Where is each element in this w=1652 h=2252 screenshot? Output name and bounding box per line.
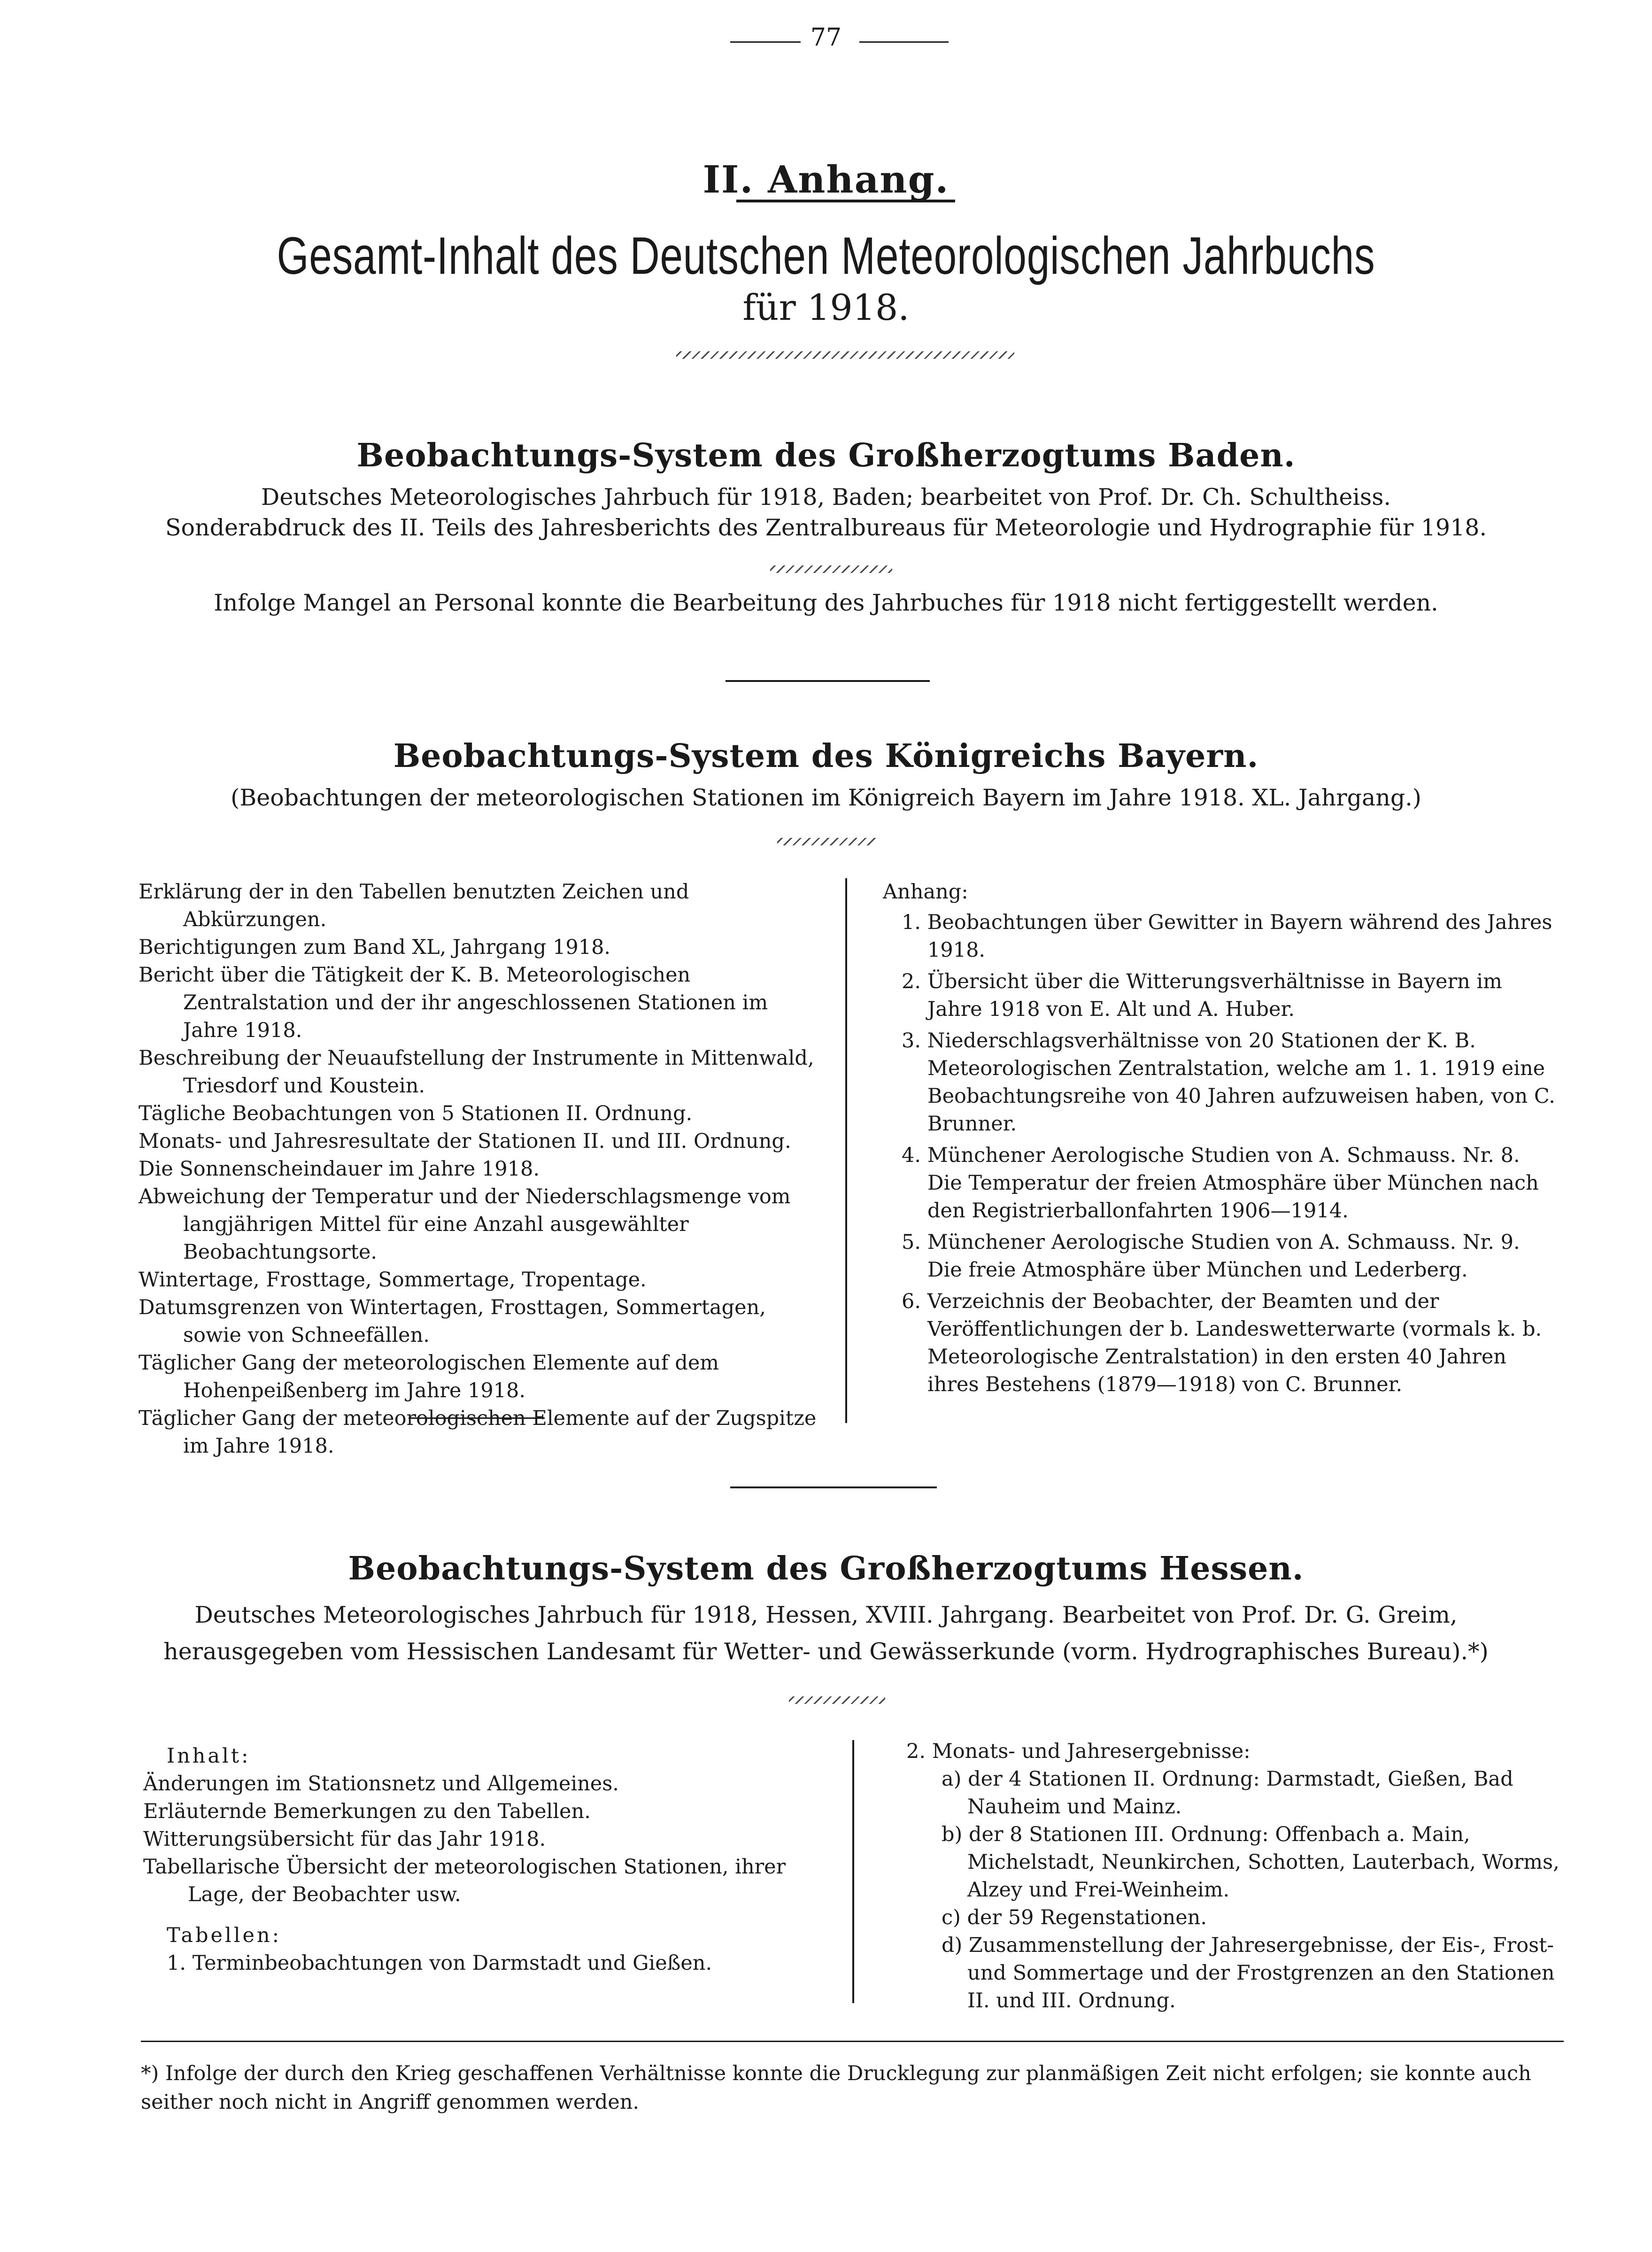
tabellen-heading: Tabellen:: [167, 1924, 282, 1947]
list-item: d) Zusammenstellung der Jahresergebnisse, der Eis-, Frost- und Sommertage und der Frostgrenzen an den Stationen II. und III. Ordnung.: [942, 1934, 1555, 2012]
inhalt-heading: Inhalt:: [167, 1744, 251, 1768]
list-item: 1. Beobachtungen über Gewitter in Bayern während des Jahres 1918.: [902, 911, 1552, 962]
title-ornament: [676, 351, 1014, 359]
list-item: c) der 59 Regenstationen.: [942, 1906, 1207, 1929]
baden-ornament: [770, 565, 892, 573]
list-item: Datumsgrenzen von Wintertagen, Frosttagen, Sommertagen, sowie von Schneefällen.: [139, 1296, 766, 1347]
bayern-contents-left: [139, 878, 822, 1460]
page-number-rule-right: [859, 41, 949, 43]
hessen-line-1: Deutsches Meteorologisches Jahrbuch für 1918, Hessen, XVIII. Jahrgang. Bearbeitet von Prof. Dr. G. Greim,: [194, 1602, 1458, 1628]
hessen-contents-right: [906, 1738, 1564, 2015]
footnote: *) Infolge der durch den Krieg geschaffenen Verhältnisse konnte die Drucklegung zur planmäßigen Zeit nicht erfolgen; sie konnte auch seither noch nicht in Angriff genommen werden.: [141, 2062, 1531, 2114]
hessen-line-2: herausgegeben vom Hessischen Landesamt für Wetter- und Gewässerkunde (vorm. Hydrographisches Bureau).*): [163, 1638, 1489, 1665]
list-item: b) der 8 Stationen III. Ordnung: Offenbach a. Main, Michelstadt, Neunkirchen, Schotten, Lauterbach, Worms, Alzey und Frei-Weinheim.: [942, 1823, 1559, 1902]
bayern-left-end-rule: [409, 1417, 545, 1419]
baden-notice: Infolge Mangel an Personal konnte die Bearbeitung des Jahrbuches für 1918 nicht fertiggestellt werden.: [214, 589, 1438, 616]
list-item: 1. Terminbeobachtungen von Darmstadt und Gießen.: [167, 1951, 712, 1975]
list-item: 3. Niederschlagsverhältnisse von 20 Stationen der K. B. Meteorologischen Zentralstation, welche am 1. 1. 1919 eine Beobachtungsreihe von 40 Jahren aufzuweisen haben, von C. Brunner.: [902, 1029, 1555, 1136]
appendix-underline: [736, 200, 955, 202]
bayern-subtitle: (Beobachtungen der meteorologischen Stationen im Königreich Bayern im Jahre 1918. XL. Jahrgang.): [231, 784, 1421, 811]
page-year: für 1918.: [742, 286, 910, 328]
section-divider-1: [726, 680, 930, 682]
list-item: Beschreibung der Neuaufstellung der Instrumente in Mittenwald, Triesdorf und Koustein.: [139, 1046, 814, 1098]
anhang-heading: Anhang:: [883, 880, 968, 904]
list-item: Bericht über die Tätigkeit der K. B. Meteorologischen Zentralstation und der ihr angeschlossenen Stationen im Jahre 1918.: [139, 963, 768, 1042]
baden-line-1: Deutsches Meteorologisches Jahrbuch für 1918, Baden; bearbeitet von Prof. Dr. Ch. Schultheiss.: [261, 484, 1391, 511]
list-item: Die Sonnenscheindauer im Jahre 1918.: [139, 1157, 540, 1181]
list-item: Tabellarische Übersicht der meteorologischen Stationen, ihrer Lage, der Beobachter usw.: [143, 1855, 786, 1906]
bayern-ornament: [777, 838, 876, 845]
bayern-title: Beobachtungs-System des Königreichs Bayern.: [393, 737, 1259, 775]
hessen-ornament: [789, 1696, 885, 1704]
hessen-contents-left: [143, 1742, 826, 1977]
page-number: 77: [810, 23, 842, 52]
baden-title: Beobachtungs-System des Großherzogtums Baden.: [356, 437, 1296, 474]
list-item: 2. Übersicht über die Witterungsverhältnisse in Bayern im Jahre 1918 von E. Alt und A. Huber.: [902, 970, 1502, 1021]
bayern-column-divider: [845, 878, 847, 1423]
list-item: Witterungsübersicht für das Jahr 1918.: [143, 1827, 546, 1851]
appendix-label: II. Anhang.: [702, 157, 950, 201]
list-item: Tägliche Beobachtungen von 5 Stationen II. Ordnung.: [139, 1102, 693, 1125]
list-item: Täglicher Gang der meteorologischen Elemente auf dem Hohenpeißenberg im Jahre 1918.: [139, 1351, 719, 1402]
page-title: Gesamt-Inhalt des Deutschen Meteorologischen Jahrbuchs: [277, 226, 1375, 285]
list-item: 6. Verzeichnis der Beobachter, der Beamten und der Veröffentlichungen der b. Landeswetterwarte (vormals k. b. Meteorologische Zentralstation) in den ersten 40 Jahren ihres Bestehens (1879—1918) von C. Brunner.: [902, 1290, 1542, 1396]
list-item: a) der 4 Stationen II. Ordnung: Darmstadt, Gießen, Bad Nauheim und Mainz.: [942, 1767, 1513, 1819]
list-item: Täglicher Gang der meteorologischen Elemente auf der Zugspitze im Jahre 1918.: [139, 1407, 817, 1458]
monats-heading: 2. Monats- und Jahresergebnisse:: [906, 1740, 1251, 1763]
footnote-rule: [141, 2041, 1564, 2042]
list-item: Änderungen im Stationsnetz und Allgemeines.: [143, 1772, 619, 1795]
list-item: Erläuternde Bemerkungen zu den Tabellen.: [143, 1800, 591, 1823]
section-divider-2: [730, 1486, 937, 1488]
list-item: 5. Münchener Aerologische Studien von A. Schmauss. Nr. 9. Die freie Atmosphäre über München und Lederberg.: [902, 1230, 1520, 1282]
list-item: Berichtigungen zum Band XL, Jahrgang 1918.: [139, 936, 611, 959]
hessen-column-divider: [852, 1740, 854, 2003]
list-item: Wintertage, Frosttage, Sommertage, Tropentage.: [139, 1268, 647, 1292]
list-item: Erklärung der in den Tabellen benutzten Zeichen und Abkürzungen.: [139, 880, 689, 931]
baden-line-2: Sonderabdruck des II. Teils des Jahresberichts des Zentralbureaus für Meteorologie und Hydrographie für 1918.: [165, 514, 1487, 541]
list-item: Abweichung der Temperatur und der Niederschlagsmenge vom langjährigen Mittel für eine Anzahl ausgewählter Beobachtungsorte.: [139, 1185, 791, 1264]
list-item: Monats- und Jahresresultate der Stationen II. und III. Ordnung.: [139, 1130, 791, 1153]
bayern-contents-right: [883, 878, 1559, 1399]
hessen-title: Beobachtungs-System des Großherzogtums Hessen.: [348, 1550, 1304, 1587]
list-item: 4. Münchener Aerologische Studien von A. Schmauss. Nr. 8. Die Temperatur der freien Atmosphäre über München nach den Registrierballonfahrten 1906—1914.: [902, 1144, 1539, 1223]
